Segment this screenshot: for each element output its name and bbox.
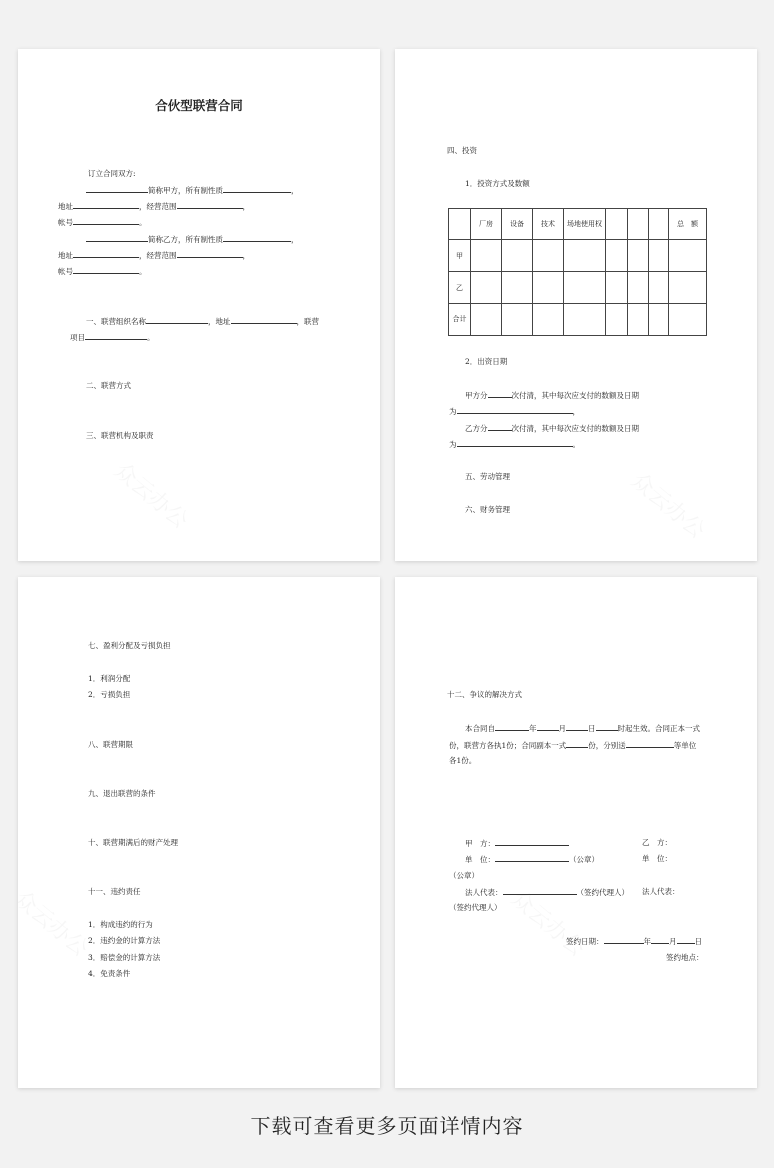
- party-b-address-line: 地址 ，经营范围 ，: [58, 251, 250, 260]
- section-1-project-line: 项目 。: [70, 333, 155, 342]
- party-b-account-line: 帐号 。: [58, 267, 147, 276]
- table-header-cell: [628, 209, 649, 240]
- party-a-line: 简称甲方，所有制性质 ，: [86, 185, 299, 195]
- section-12: 十二、争议的解决方式: [447, 690, 522, 699]
- section-4-1: 1．投资方式及数额: [465, 179, 530, 188]
- sign-date-line: 签约日期： 年 月 日: [566, 937, 702, 946]
- section-11-4: 4．免责条件: [88, 969, 131, 978]
- table-corner-cell: [449, 209, 471, 240]
- party-b-unit-label: 单 位：: [642, 854, 672, 863]
- section-4: 四、投资: [447, 146, 477, 155]
- table-row: [449, 240, 707, 272]
- contract-page-3: [18, 577, 380, 1088]
- effective-clause-line-2: 份，联营方各执1份；合同副本一式 份，分别送 等单位: [449, 741, 697, 750]
- effective-clause-line-3: 各1份。: [449, 756, 477, 765]
- table-header-cell: [606, 209, 628, 240]
- parties-heading: 订立合同双方:: [88, 169, 136, 178]
- section-11-3: 3．赔偿金的计算方法: [88, 953, 161, 962]
- party-b-payment-for-line: 为 。: [449, 440, 580, 449]
- party-b-line: 简称乙方，所有制性质 ，: [86, 234, 299, 244]
- section-6: 六、财务管理: [465, 505, 510, 514]
- party-a-unit-line: 单 位： （公章）: [465, 855, 599, 864]
- table-header-row: [449, 209, 707, 240]
- section-11-1: 1．构成违约的行为: [88, 920, 153, 929]
- section-10: 十、联营期满后的财产处理: [88, 838, 178, 847]
- table-header-cell: 设备: [502, 209, 533, 240]
- party-b-seal-label: （公章）: [449, 871, 479, 880]
- contract-title: 合伙型联营合同: [155, 98, 243, 113]
- download-more-caption: 下载可查看更多页面详情内容: [250, 1114, 524, 1138]
- table-header-cell: 厂房: [471, 209, 502, 240]
- table-row: [449, 272, 707, 304]
- section-4-2: 2．出资日期: [465, 357, 508, 366]
- section-8: 八、联营期限: [88, 740, 133, 749]
- contract-page-1: [18, 49, 380, 561]
- contract-page-2: [395, 49, 757, 561]
- party-a-payment-for-line: 为 ，: [449, 407, 580, 416]
- table-header-cell: 场地使用权: [564, 209, 606, 240]
- watermark: [108, 454, 195, 534]
- watermark: [625, 464, 712, 544]
- party-b-agent-label: （签约代理人）: [449, 903, 502, 912]
- sign-place-label: 签约地点：: [666, 953, 704, 962]
- watermark: [18, 882, 96, 962]
- party-a-sign-line: 甲 方：: [465, 838, 569, 848]
- party-b-sign-label: 乙 方：: [642, 838, 672, 847]
- party-b-legal-rep-label: 法人代表：: [642, 887, 680, 896]
- table-row-label: 合计: [449, 304, 471, 336]
- party-a-account-line: 帐号 。: [58, 218, 147, 227]
- section-7-1: 1．利润分配: [88, 674, 131, 683]
- table-header-cell: 技术: [533, 209, 564, 240]
- section-7: 七、盈利分配及亏损负担: [88, 641, 171, 650]
- investment-table: [448, 208, 707, 336]
- table-row-label: 甲: [449, 240, 471, 272]
- party-b-payment-line: 乙方分 次付清，其中每次应支付的数额及日期: [465, 424, 639, 433]
- effective-clause-line-1: 本合同自 年 月 日 时起生效。合同正本一式: [465, 724, 700, 733]
- section-9: 九、退出联营的条件: [88, 789, 156, 798]
- table-row: [449, 304, 707, 336]
- table-row-label: 乙: [449, 272, 471, 304]
- section-7-2: 2．亏损负担: [88, 690, 131, 699]
- section-11-2: 2．违约金的计算方法: [88, 936, 161, 945]
- section-1-line: 一、联营组织名称 ，地址 ，联营: [86, 317, 319, 326]
- table-header-cell: 总 额: [669, 209, 707, 240]
- party-a-payment-line: 甲方分 次付清，其中每次应支付的数额及日期: [465, 391, 639, 400]
- section-11: 十一、违约责任: [88, 887, 141, 896]
- party-a-legal-rep-line: 法人代表： （签约代理人）: [465, 888, 629, 897]
- section-5: 五、劳动管理: [465, 472, 510, 481]
- section-2: 二、联营方式: [86, 381, 131, 390]
- table-header-cell: [649, 209, 669, 240]
- party-a-address-line: 地址 ，经营范围 ，: [58, 202, 250, 211]
- contract-page-4: [395, 577, 757, 1088]
- section-3: 三、联营机构及职责: [86, 431, 154, 440]
